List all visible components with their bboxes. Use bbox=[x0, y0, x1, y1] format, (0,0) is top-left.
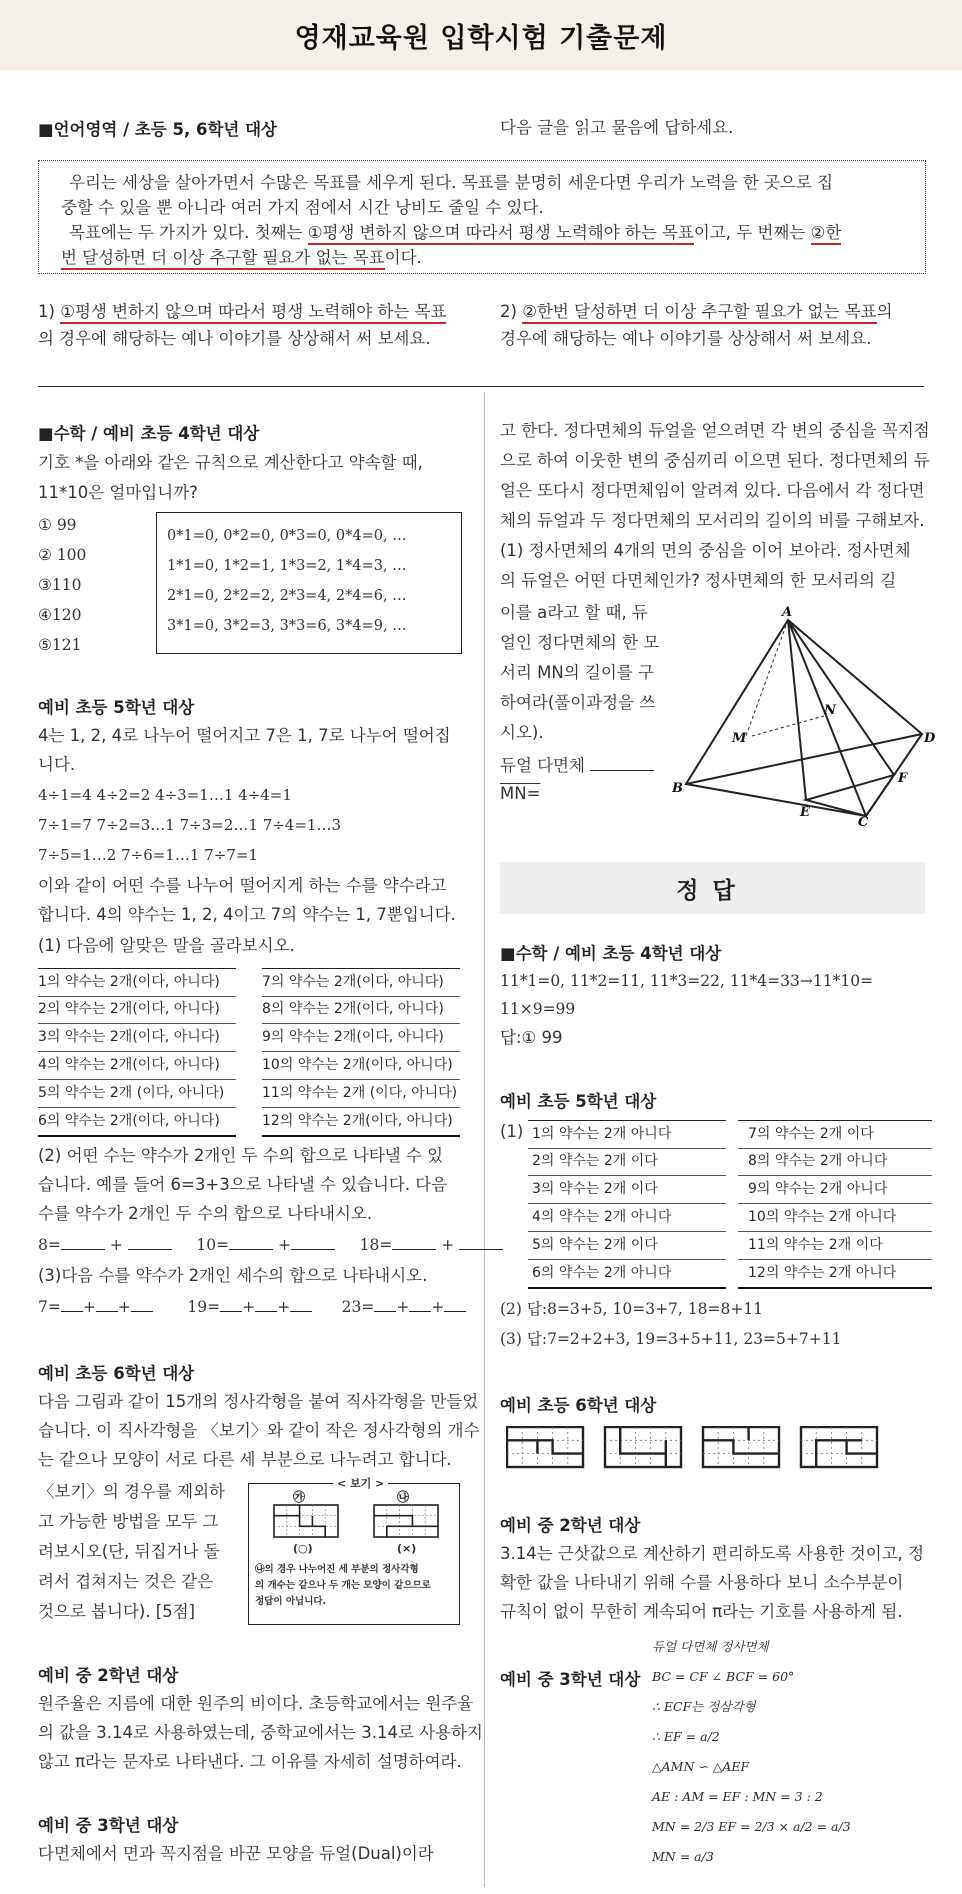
example-grid-b bbox=[373, 1504, 439, 1538]
grade6-text: 습니다. 이 직사각형을 〈보기〉와 같이 작은 정사각형의 개수 bbox=[38, 1421, 480, 1440]
table-row: 11의 약수는 2개 이다 bbox=[738, 1232, 932, 1260]
solution-line: BC = CF ∠ BCF = 60° bbox=[652, 1669, 795, 1684]
mid2-text: 않고 π라는 문자로 나타낸다. 그 이유를 자세히 설명하여라. bbox=[38, 1752, 462, 1771]
solution-line: MN = 2/3 EF = 2/3 × a/2 = a/3 bbox=[652, 1819, 851, 1834]
table-row: 8의 약수는 2개(이다, 아니다) bbox=[262, 996, 460, 1024]
table-row: 5의 약수는 2개 (이다, 아니다) bbox=[38, 1080, 236, 1108]
table-row: 3의 약수는 2개 이다 bbox=[528, 1176, 726, 1204]
table-row: 6의 약수는 2개(이다, 아니다) bbox=[38, 1108, 236, 1137]
ans-g5-q1: (1) bbox=[500, 1122, 524, 1141]
table-row: 12의 약수는 2개(이다, 아니다) bbox=[262, 1108, 460, 1137]
table-row: 7의 약수는 2개 이다 bbox=[738, 1120, 932, 1149]
mid3-text: 다면체에서 면과 꼭지점을 바꾼 모양을 듀얼(Dual)이라 bbox=[38, 1844, 434, 1863]
table-row: 8의 약수는 2개 아니다 bbox=[738, 1148, 932, 1176]
table-row: 10의 약수는 2개 아니다 bbox=[738, 1204, 932, 1232]
table-row: 5의 약수는 2개 이다 bbox=[528, 1232, 726, 1260]
choice: ③110 bbox=[38, 576, 82, 594]
ans-g5-a2: (2) 답:8=3+5, 10=3+7, 18=8+11 bbox=[500, 1300, 764, 1318]
table-row: 4의 약수는 2개(이다, 아니다) bbox=[38, 1052, 236, 1080]
table-row: 4의 약수는 2개 아니다 bbox=[528, 1204, 726, 1232]
math4-heading: ■수학 / 예비 초등 4학년 대상 bbox=[38, 424, 260, 443]
label-F: F bbox=[898, 771, 908, 786]
table-row: 7의 약수는 2개(이다, 아니다) bbox=[262, 968, 460, 997]
grade6-heading: 예비 초등 6학년 대상 bbox=[38, 1364, 195, 1383]
choice: ⑤121 bbox=[38, 636, 82, 654]
grade5-intro: 4는 1, 2, 4로 나누어 떨어지고 7은 1, 7로 나누어 떨어집 bbox=[38, 726, 451, 745]
table-row: 1의 약수는 2개(이다, 아니다) bbox=[38, 968, 236, 997]
ans-m2-heading: 예비 중 2학년 대상 bbox=[500, 1516, 641, 1535]
grade5-explanation: 합니다. 4의 약수는 1, 2, 4이고 7의 약수는 1, 7뿐입니다. bbox=[38, 905, 456, 924]
division-line: 7÷5=1…2 7÷6=1…1 7÷7=1 bbox=[38, 846, 258, 864]
label-E: E bbox=[800, 805, 810, 820]
example-note: ㉯의 경우 나누어진 세 부분의 정사각형 의 개수는 같으나 두 개는 모양이 같으므로 정답이 아닙니다. bbox=[255, 1564, 431, 1607]
ans-math4-line: 11*1=0, 11*2=11, 11*3=22, 11*4=33→11*10= bbox=[500, 972, 874, 990]
grade6-text: 다음 그림과 같이 15개의 정사각형을 붙여 직사각형을 만들었 bbox=[38, 1392, 479, 1411]
grade5-q3: (3)다음 수를 약수가 2개인 세수의 합으로 나타내시오. bbox=[38, 1266, 428, 1285]
lang-heading: ■언어영역 / 초등 5, 6학년 대상 bbox=[38, 120, 277, 139]
ans-g6-heading: 예비 초등 6학년 대상 bbox=[500, 1396, 657, 1415]
page-title: 영재교육원 입학시험 기출문제 bbox=[294, 22, 668, 54]
choice: ④120 bbox=[38, 606, 82, 624]
solution-line: ∴ ECF는 정삼각형 bbox=[652, 1699, 756, 1714]
solution-grid bbox=[605, 1427, 681, 1467]
passage-line: 번 달성하면 더 이상 추구할 필요가 없는 목표이다. bbox=[61, 244, 422, 271]
passage-line: 목표에는 두 가지가 있다. 첫째는 ①평생 변하지 않으며 따라서 평생 노력해야 하는 목표이고, 두 번째는 ②한 bbox=[69, 219, 841, 246]
ans-m3-solution bbox=[652, 1632, 851, 1872]
table-row: 2의 약수는 2개(이다, 아니다) bbox=[38, 996, 236, 1024]
grade5-q2-blanks: 8= + 10= + 18= + bbox=[38, 1232, 503, 1259]
lang-question-2-rest: 경우에 해당하는 예나 이야기를 상상해서 써 보세요. bbox=[500, 329, 872, 348]
label-A: A bbox=[782, 606, 793, 620]
solution-grid bbox=[507, 1427, 583, 1467]
mid3-heading: 예비 중 3학년 대상 bbox=[38, 1816, 179, 1835]
math4-question: 11*10은 얼마입니까? bbox=[38, 483, 198, 502]
mark-correct: (○) bbox=[293, 1542, 313, 1555]
lang-question-1-rest: 의 경우에 해당하는 예나 이야기를 상상해서 써 보세요. bbox=[38, 329, 431, 348]
table-row: 9의 약수는 2개(이다, 아니다) bbox=[262, 1024, 460, 1052]
math4-choices bbox=[38, 510, 86, 660]
grade5-q2: (2) 어떤 수는 약수가 2개인 두 수의 합으로 나타낼 수 있 bbox=[38, 1146, 444, 1165]
table-row: 11의 약수는 2개 (이다, 아니다) bbox=[262, 1080, 460, 1108]
label-D: D bbox=[924, 731, 936, 746]
solution-line: ∴ EF = a/2 bbox=[652, 1729, 720, 1744]
solution-grid bbox=[801, 1427, 877, 1467]
mid3-side-text: 이를 a라고 할 때, 듀 얼인 정다면체의 한 모 서리 MN의 길이를 구 하여라(풀이과정을 쓰 시오). bbox=[500, 603, 660, 742]
example-grid-a bbox=[273, 1504, 339, 1538]
grade5-q1: (1) 다음에 알맞은 말을 골라보시오. bbox=[38, 936, 295, 955]
ans-math4-heading: ■수학 / 예비 초등 4학년 대상 bbox=[500, 944, 722, 963]
grade5-intro: 니다. bbox=[38, 755, 76, 774]
section-divider bbox=[38, 386, 924, 387]
ans-m3-heading: 예비 중 3학년 대상 bbox=[500, 1670, 641, 1689]
rule-row: 2*1=0, 2*2=2, 2*3=4, 2*4=6, … bbox=[167, 588, 407, 604]
solution-grid bbox=[703, 1427, 779, 1467]
grade6-side-text: 〈보기〉의 경우를 제외하 고 가능한 방법을 모두 그 려보시오(단, 뒤집거나 돌 려서 겹쳐지는 것은 같은 것으로 봅니다). [5점] bbox=[38, 1482, 225, 1621]
ans-math4-line: 11×9=99 bbox=[500, 1000, 576, 1018]
rule-row: 1*1=0, 1*2=1, 1*3=2, 1*4=3, … bbox=[167, 558, 407, 574]
column-divider bbox=[484, 392, 485, 1887]
example-box-title: < 보기 > bbox=[333, 1475, 388, 1491]
grade5-heading: 예비 초등 5학년 대상 bbox=[38, 698, 195, 717]
lang-question-1: 1) ①평생 변하지 않으며 따라서 평생 노력해야 하는 목표 bbox=[38, 298, 446, 325]
division-line: 4÷1=4 4÷2=2 4÷3=1…1 4÷4=1 bbox=[38, 786, 292, 804]
grade5-q2: 습니다. 예를 들어 6=3+3으로 나타낼 수 있습니다. 다음 bbox=[38, 1175, 448, 1194]
division-line: 7÷1=7 7÷2=3…1 7÷3=2…1 7÷4=1…3 bbox=[38, 816, 342, 834]
rule-box bbox=[156, 512, 462, 654]
ans-g5-a3: (3) 답:7=2+2+3, 19=3+5+11, 23=5+7+11 bbox=[500, 1330, 842, 1348]
tetrahedron-figure bbox=[672, 606, 938, 826]
table-row: 1의 약수는 2개 아니다 bbox=[528, 1120, 726, 1149]
grade5-q2: 수를 약수가 2개인 두 수의 합으로 나타내시오. bbox=[38, 1204, 373, 1223]
math4-question: 기호 *을 아래와 같은 규칙으로 계산한다고 약속할 때, bbox=[38, 453, 423, 472]
mid2-text: 의 값을 3.14로 사용하였는데, 중학교에서는 3.14로 사용하지 bbox=[38, 1723, 483, 1742]
lang-instruction: 다음 글을 읽고 물음에 답하세요. bbox=[500, 118, 734, 137]
mid2-heading: 예비 중 2학년 대상 bbox=[38, 1666, 179, 1685]
table-row: 3의 약수는 2개(이다, 아니다) bbox=[38, 1024, 236, 1052]
table-row: 12의 약수는 2개 아니다 bbox=[738, 1260, 932, 1289]
ans-m2-text: 규칙이 없이 무한히 계속되어 π라는 기호를 사용하게 됨. bbox=[500, 1602, 903, 1621]
grade6-text: 는 같으나 모양이 서로 다른 세 부분으로 나누려고 합니다. bbox=[38, 1450, 452, 1469]
solution-line: MN = a/3 bbox=[652, 1849, 714, 1864]
label-N: N bbox=[824, 703, 836, 718]
rule-row: 0*1=0, 0*2=0, 0*3=0, 0*4=0, … bbox=[167, 528, 407, 544]
choice: ② 100 bbox=[38, 546, 87, 564]
table-row: 6의 약수는 2개 아니다 bbox=[528, 1260, 726, 1289]
passage-line: 우리는 세상을 살아가면서 수많은 목표를 세우게 된다. 목표를 분명히 세운다면 우리가 노력을 한 곳으로 집 bbox=[69, 173, 834, 192]
choice: ① 99 bbox=[38, 516, 77, 534]
example-box bbox=[248, 1477, 460, 1625]
ans-m2-text: 3.14는 근삿값으로 계산하기 편리하도록 사용한 것이고, 정 bbox=[500, 1544, 925, 1563]
mn-label: MN= bbox=[500, 784, 541, 803]
grade5-explanation: 이와 같이 어떤 수를 나누어 떨어지게 하는 수를 약수라고 bbox=[38, 876, 447, 895]
solution-line: AE : AM = EF : MN = 3 : 2 bbox=[652, 1789, 823, 1804]
lang-question-2: 2) ②한번 달성하면 더 이상 추구할 필요가 없는 목표의 bbox=[500, 298, 893, 325]
answer-banner: 정답 bbox=[500, 862, 925, 914]
passage-line: 중할 수 있을 뿐 아니라 여러 가지 점에서 시간 낭비도 줄일 수 있다. bbox=[61, 198, 544, 217]
label-B: B bbox=[672, 781, 683, 796]
label-M: M bbox=[732, 731, 747, 746]
label-a: ㉮ bbox=[293, 1490, 306, 1504]
page-header bbox=[0, 0, 962, 70]
ans-g6-solutions bbox=[506, 1426, 926, 1470]
ans-m2-text: 확한 값을 나타내기 위해 수를 사용하다 보니 소수부분이 bbox=[500, 1573, 904, 1592]
label-C: C bbox=[858, 815, 869, 826]
ans-math4-line: 답:① 99 bbox=[500, 1028, 563, 1047]
mark-wrong: (×) bbox=[397, 1542, 417, 1555]
grade5-q3-blanks: 7= + + 19= + + 23= + + bbox=[38, 1294, 466, 1321]
label-b: ㉯ bbox=[397, 1490, 410, 1504]
solution-line: 듀얼 다면체 정사면체 bbox=[652, 1639, 769, 1654]
passage-box bbox=[38, 160, 926, 274]
dual-label: 듀얼 다면체 bbox=[500, 752, 654, 779]
table-row: 10의 약수는 2개(이다, 아니다) bbox=[262, 1052, 460, 1080]
table-row: 9의 약수는 2개 아니다 bbox=[738, 1176, 932, 1204]
mid3-continued: 고 한다. 정다면체의 듀얼을 얻으려면 각 변의 중심을 꼭지점 으로 하여 이웃한 변의 중심끼리 이으면 된다. 정다면체의 듀 얼은 또다시 정다면체임이 알려져 있다. 다음에서 각 정다면 체의 듀얼과 두 정다면체의 모서리의 길이의 비를 구해보자. (1) 정사면체의 4개의 면의 중심을 이어 보아라. 정사면체 의 듀얼은 어떤 다면체인가? 정사면체의 한 모서리의 길 bbox=[500, 421, 930, 590]
table-row: 2의 약수는 2개 이다 bbox=[528, 1148, 726, 1176]
rule-row: 3*1=0, 3*2=3, 3*3=6, 3*4=9, … bbox=[167, 618, 407, 634]
solution-line: △AMN ∽ △AEF bbox=[652, 1759, 750, 1774]
ans-g5-heading: 예비 초등 5학년 대상 bbox=[500, 1092, 657, 1111]
mid2-text: 원주율은 지름에 대한 원주의 비이다. 초등학교에서는 원주율 bbox=[38, 1694, 474, 1713]
